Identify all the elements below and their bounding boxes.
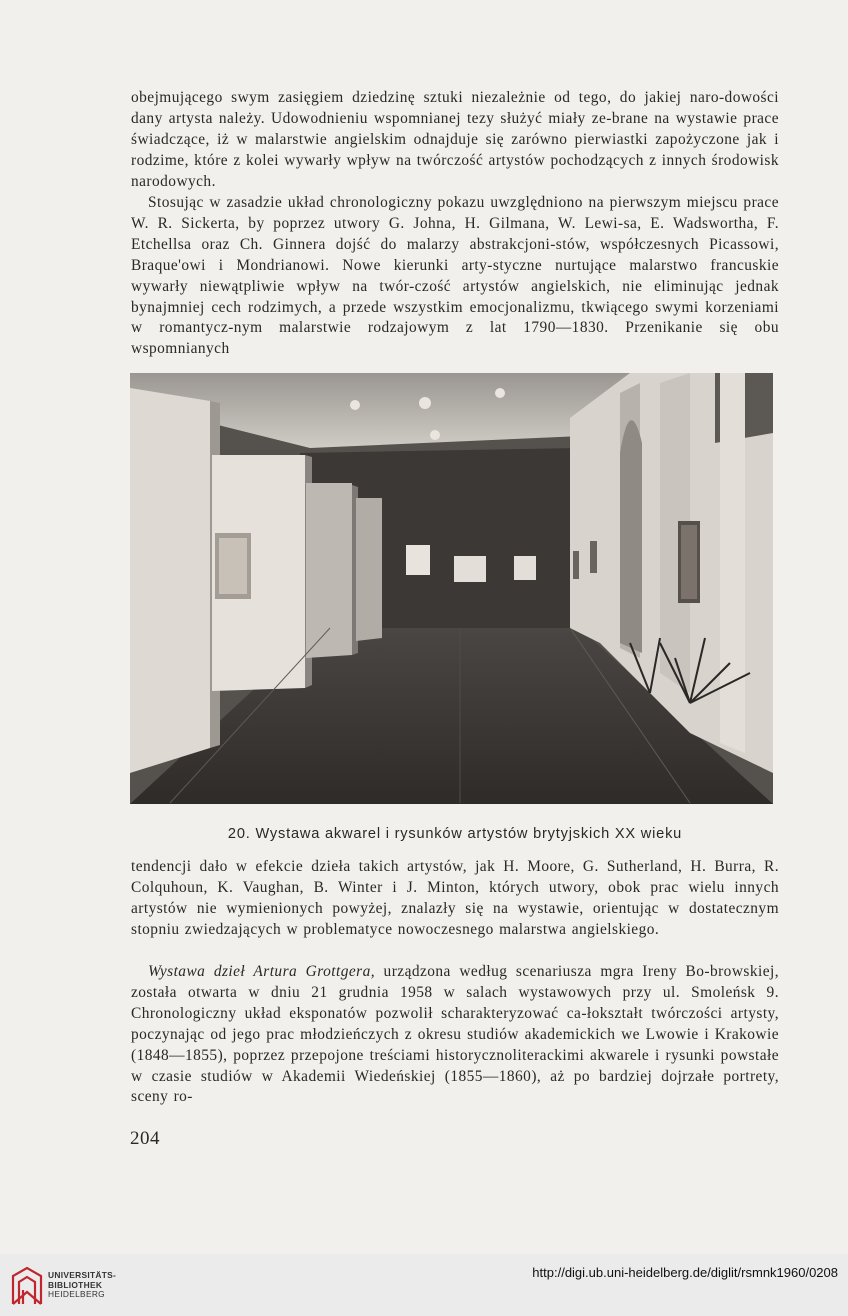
paragraph-3: tendencji dało w efekcie dzieła takich artystów, jak H. Moore, G. Sutherland, H. Burra, R. Colquhoun, K. Vaughan, B. Winter i J. Minton, których utwory, obok prac wielu innych artystów nie wymienionych powyżej, znalazły się na wystawie, orientując w dostatecznym stopniu zwiedzających w problematyce nowoczesnego malarstwa angielskiego. — [131, 858, 779, 938]
heidelberg-library-logo-icon[interactable] — [9, 1264, 45, 1308]
figure-caption: 20. Wystawa akwarel i rysunków artystów brytyjskich XX wieku — [227, 826, 683, 842]
paragraph-1: obejmującego swym zasięgiem dziedzinę sztuki niezależnie od tego, do jakiej naro-dowości dany artysta należy. Udowodnieniu wspomnianej tezy służyć miały ze-brane na wystawie prace świadczące, iż w malarstwie angielskim odnajduje się zarówno pierwiastki zapożyczone jak i rodzime, które z kolei wywarły wpływ na twórczość artystów pochodzących z innych środowisk narodowych. — [131, 89, 779, 190]
library-name — [48, 1271, 116, 1300]
library-line-2: BIBLIOTHEK — [48, 1279, 103, 1290]
page-number: 204 — [130, 1128, 160, 1149]
exhibition-photo — [130, 373, 773, 804]
exhibition-title-italic: Wystawa dzieł Artura Grottgera, — [148, 963, 376, 980]
paragraph-4 — [131, 962, 779, 1108]
footer-bar — [0, 1254, 848, 1316]
paragraph-4-text: urządzona według scenariusza mgra Ireny Bo-browskiej, została otwarta w dniu 21 grudnia 1958 w salach wystawowych przy ul. Smoleńsk 9. Chronologiczny układ eksponatów pozwolił scharakteryzować ca-łokształt twórczości artysty, poczynając od jego prac młodzieńczych z okresu studiów akademickich we Lwowie i Krakowie (1848—1855), poprzez przepojone treściami historycznoliterackimi akwarele i rysunki powstałe w czasie studiów w Akademii Wiedeńskiej (1855—1860), aż po bardziej dojrzałe portrety, sceny ro- — [131, 963, 780, 1106]
permalink-url[interactable]: http://digi.ub.uni-heidelberg.de/diglit/rsmnk1960/0208 — [532, 1265, 838, 1280]
library-line-1: UNIVERSITÄTS- — [48, 1270, 117, 1280]
paragraph-2: Stosując w zasadzie układ chronologiczny pokazu uwzględniono na pierwszym miejscu prace W. R. Sickerta, by poprzez utwory G. Johna, H. Gilmana, W. Lewi-sa, E. Wadswortha, F. Etchellsa oraz Ch. Ginnera dojść do malarzy abstrakcjoni-stów, współczesnych Picassowi, Braque'owi i Mondrianowi. Nowe kierunki arty-styczne nurtujące malarstwo francuskie wywarły niewątpliwie wpływ na twór-czość artystów angielskich, nie eliminując jednak bynajmniej cech rodzimych, a przede wszystkim emocjonalizmu, tkwiącego swymi korzeniami w romantycz-nym malarstwie rodzajowym z lat 1790—1830. Przenikanie się obu wspomnianych — [131, 194, 779, 358]
library-line-3: HEIDELBERG — [48, 1289, 105, 1300]
